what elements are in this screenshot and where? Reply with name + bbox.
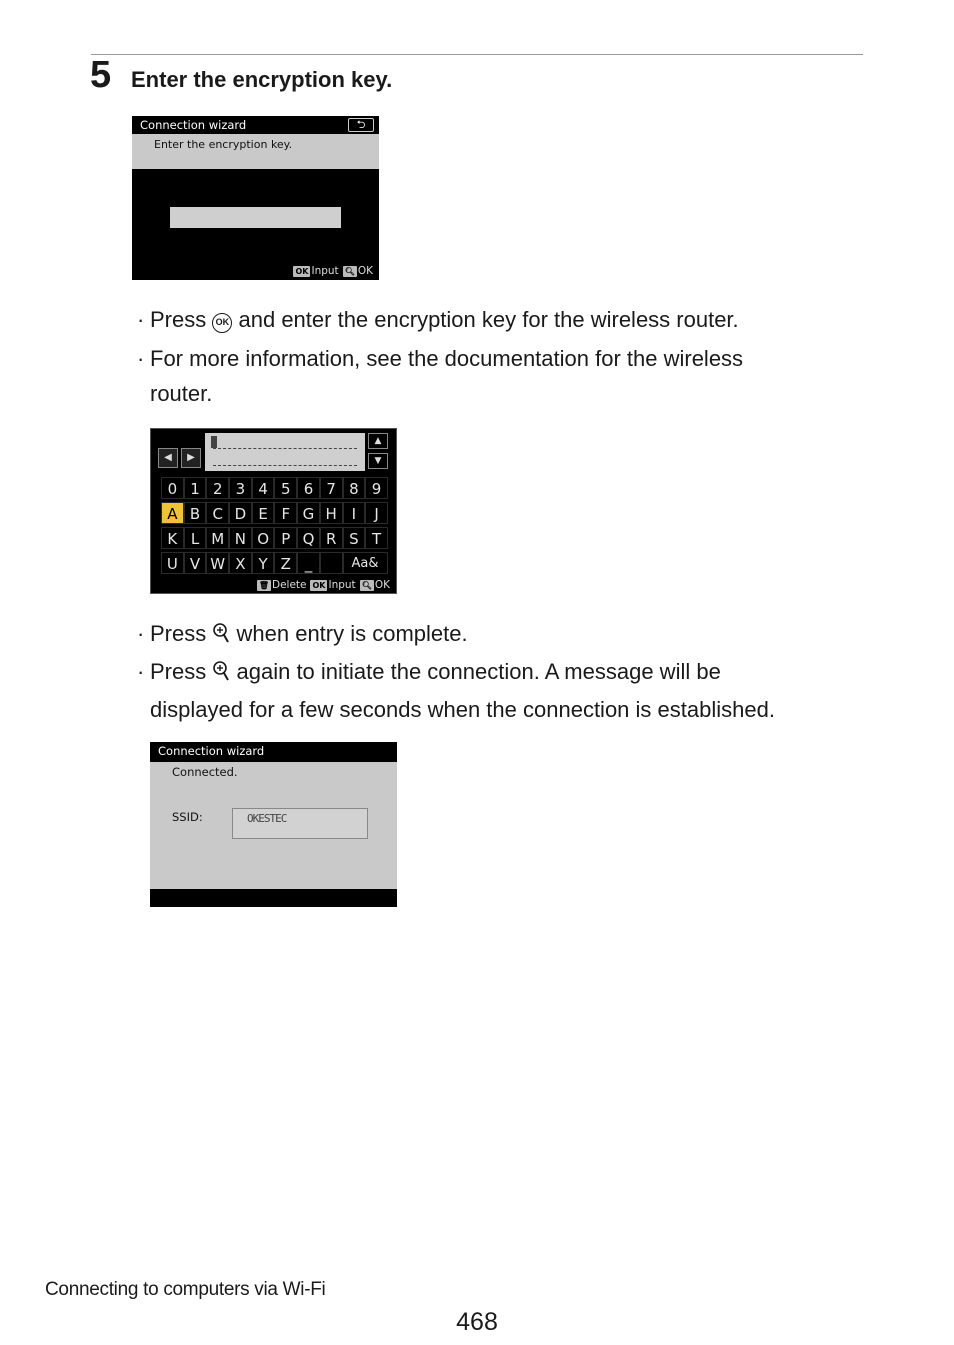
bullet-line: For more information, see the documentation for the wireless xyxy=(150,346,744,371)
keyboard-key[interactable]: H xyxy=(320,502,343,524)
delete-hint xyxy=(257,579,307,592)
keyboard-key[interactable]: 4 xyxy=(252,477,275,499)
cursor-right-icon[interactable]: ▶ xyxy=(181,448,201,468)
bullet-text-after: when entry is complete. xyxy=(236,621,468,646)
keyboard-key[interactable]: I xyxy=(343,502,366,524)
ok-hint-label: OK xyxy=(357,265,373,277)
input-hint xyxy=(293,265,338,278)
bullet-dot: · xyxy=(137,621,145,646)
ssid-value: OKESTEC xyxy=(232,808,368,839)
bullet-line: router. xyxy=(150,381,213,406)
section-footer: Connecting to computers via Wi-Fi xyxy=(45,1279,326,1300)
scroll-down-icon[interactable]: ▼ xyxy=(368,453,388,469)
connection-status: Connected. xyxy=(172,765,238,779)
keyboard-key[interactable]: 8 xyxy=(343,477,366,499)
input-hint xyxy=(310,579,355,592)
keyboard-key[interactable]: F xyxy=(274,502,297,524)
input-hint-label: Input xyxy=(328,579,356,591)
keyboard-row xyxy=(161,502,388,527)
ok-hint xyxy=(343,265,373,278)
keyboard-row xyxy=(161,477,388,502)
screen-title: Connection wizard xyxy=(132,116,379,134)
entry-line xyxy=(213,448,357,449)
step-title: Enter the encryption key. xyxy=(131,67,393,92)
bullet-more-info xyxy=(150,341,850,411)
keyboard-key[interactable]: Z xyxy=(274,552,297,574)
prompt-text: Enter the encryption key. xyxy=(132,134,379,169)
encryption-key-screen xyxy=(132,116,379,280)
keyboard-key[interactable]: 2 xyxy=(206,477,229,499)
keyboard-grid xyxy=(161,477,388,577)
keyboard-key[interactable]: J xyxy=(365,502,388,524)
step-number: 5 xyxy=(90,54,112,96)
bullet-press-zoom-complete xyxy=(150,616,850,654)
keyboard-key[interactable]: S xyxy=(343,527,366,549)
keyboard-key[interactable]: D xyxy=(229,502,252,524)
cursor-arrows xyxy=(158,448,201,468)
top-rule xyxy=(91,54,863,55)
ok-button-icon: OK xyxy=(295,267,309,276)
keyboard-key[interactable]: R xyxy=(320,527,343,549)
bullet-text-before: Press xyxy=(150,621,207,646)
keyboard-key[interactable]: G xyxy=(297,502,320,524)
bullet-dot: · xyxy=(137,659,145,684)
bullet-text-after: and enter the encryption key for the wireless router. xyxy=(238,307,739,332)
ok-button-icon: OK xyxy=(312,581,326,590)
keyboard-row xyxy=(161,527,388,552)
text-cursor xyxy=(211,436,217,448)
zoom-in-icon: 🔍︎ xyxy=(361,581,372,590)
keyboard-key[interactable]: P xyxy=(274,527,297,549)
keyboard-key[interactable]: 5 xyxy=(274,477,297,499)
keyboard-key[interactable]: B xyxy=(184,502,207,524)
keyboard-key[interactable]: M xyxy=(206,527,229,549)
keyboard-key[interactable]: 7 xyxy=(320,477,343,499)
delete-hint-label: Delete xyxy=(271,579,307,591)
trash-icon: 🗑︎ xyxy=(258,581,269,590)
keyboard-key[interactable]: N xyxy=(229,527,252,549)
text-entry-preview[interactable] xyxy=(205,433,365,471)
keyboard-footer-hints xyxy=(257,579,390,592)
bullet-press-zoom-again xyxy=(150,654,850,727)
keyboard-key[interactable]: _ xyxy=(297,552,320,574)
keyboard-key[interactable]: 0 xyxy=(161,477,184,499)
keyboard-key[interactable]: 3 xyxy=(229,477,252,499)
keyboard-key[interactable]: E xyxy=(252,502,275,524)
keyboard-key[interactable]: V xyxy=(184,552,207,574)
bullet-dot: · xyxy=(137,346,145,371)
connected-screen xyxy=(150,742,397,907)
bullet-dot: · xyxy=(137,307,145,332)
screen-body xyxy=(150,762,397,889)
keyboard-key[interactable]: T xyxy=(365,527,388,549)
keyboard-key[interactable]: Y xyxy=(252,552,275,574)
keyboard-row xyxy=(161,552,388,577)
cursor-left-icon[interactable]: ◀ xyxy=(158,448,178,468)
keyboard-screen xyxy=(150,428,397,594)
keyboard-key[interactable]: K xyxy=(161,527,184,549)
screen-footer-hints xyxy=(293,265,373,278)
keyboard-key[interactable]: C xyxy=(206,502,229,524)
keyboard-key[interactable]: 6 xyxy=(297,477,320,499)
keyboard-key[interactable]: X xyxy=(229,552,252,574)
ssid-label: SSID: xyxy=(172,810,203,824)
zoom-in-icon xyxy=(212,657,230,692)
keyboard-key[interactable]: A xyxy=(161,502,184,524)
keyboard-key-blank[interactable] xyxy=(320,552,343,574)
keyboard-key[interactable]: 1 xyxy=(184,477,207,499)
keyboard-key[interactable]: O xyxy=(252,527,275,549)
return-icon[interactable]: ⮌ xyxy=(348,118,374,132)
keyboard-key[interactable]: W xyxy=(206,552,229,574)
bullet-text-before: Press xyxy=(150,307,207,332)
page-number: 468 xyxy=(456,1308,498,1336)
keyboard-key[interactable]: Q xyxy=(297,527,320,549)
zoom-in-icon xyxy=(212,619,230,654)
scroll-up-icon[interactable]: ▲ xyxy=(368,433,388,449)
bullet-text-before: Press xyxy=(150,659,207,684)
ok-hint-label: OK xyxy=(374,579,390,591)
keyboard-key[interactable]: U xyxy=(161,552,184,574)
keyboard-key[interactable]: Aa& xyxy=(343,552,388,574)
ok-button-icon: OK xyxy=(212,313,232,333)
keyboard-key[interactable]: L xyxy=(184,527,207,549)
bullet-press-ok xyxy=(150,302,850,337)
encryption-key-field[interactable] xyxy=(170,207,341,228)
ok-hint xyxy=(360,579,390,592)
bullet-text-after: again to initiate the connection. A message will be xyxy=(236,659,721,684)
screen-title: Connection wizard xyxy=(150,742,397,760)
bullet-line: displayed for a few seconds when the connection is established. xyxy=(150,697,775,722)
zoom-in-icon: 🔍︎ xyxy=(344,267,355,276)
input-hint-label: Input xyxy=(311,265,339,277)
entry-line xyxy=(213,465,357,466)
keyboard-key[interactable]: 9 xyxy=(365,477,388,499)
